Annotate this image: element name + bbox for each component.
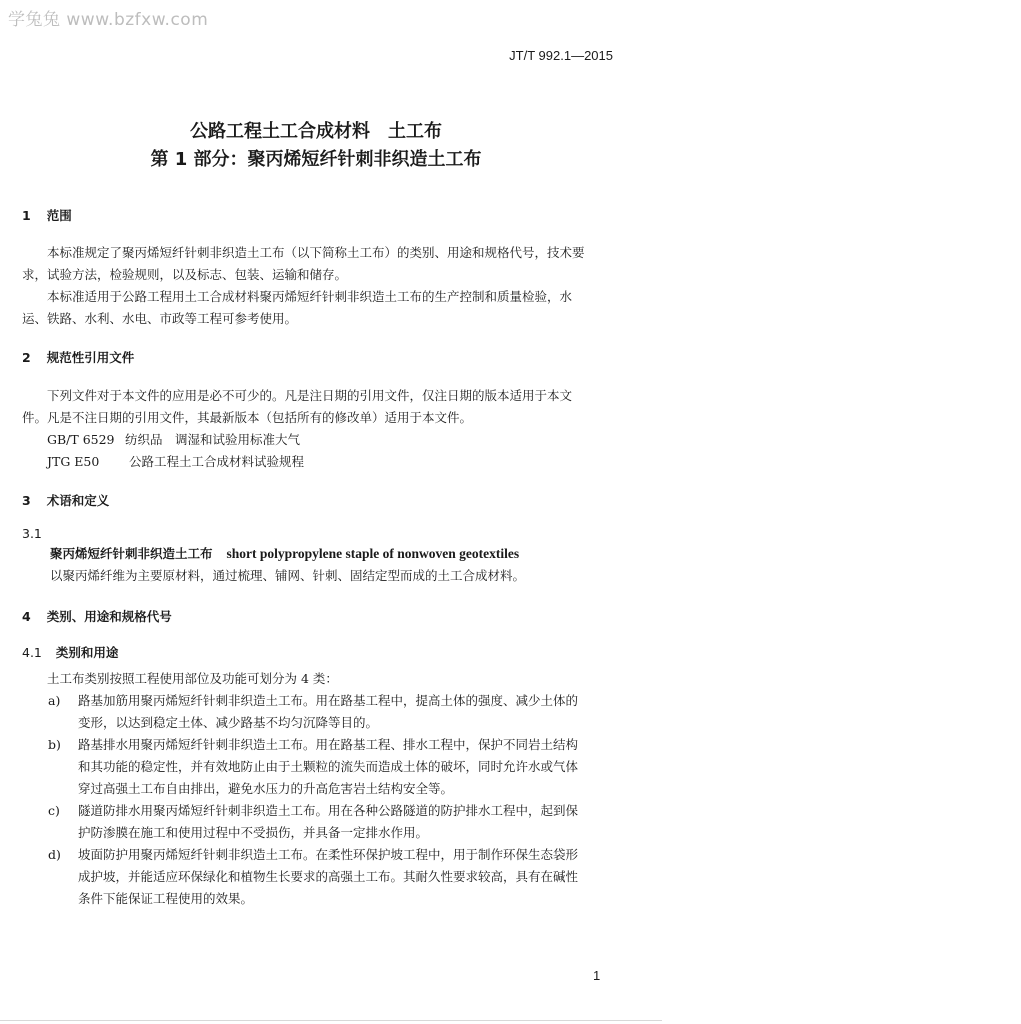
- subsection-number-3-1: 3.1: [22, 526, 42, 541]
- list-item-line: 护防渗膜在施工和使用过程中不受损伤，并具备一定排水作用。: [78, 825, 429, 840]
- list-item-line: 路基排水用聚丙烯短纤针刺非织造土工布。用在路基工程、排水工程中，保护不同岩土结构: [78, 737, 579, 752]
- reference-code: GB/T 6529: [47, 432, 115, 447]
- list-item-label: d): [48, 847, 61, 862]
- document-title-line-1: 公路工程土工合成材料 土工布: [190, 121, 442, 142]
- section-heading-4: [22, 607, 172, 625]
- document-title-line-2: 第 1 部分：聚丙烯短纤针刺非织造土工布: [150, 149, 482, 170]
- section-title: 术语和定义: [46, 493, 110, 508]
- term-english: short polypropylene staple of nonwoven geotextiles: [226, 546, 520, 561]
- subsection-number: 4.1: [22, 645, 42, 660]
- section-number: 2: [22, 350, 31, 365]
- section-number: 3: [22, 493, 31, 508]
- subsection-heading-4-1: [22, 643, 118, 661]
- list-item-line: 隧道防排水用聚丙烯短纤针刺非织造土工布。用在各种公路隧道的防护排水工程中，起到保: [78, 803, 579, 818]
- list-item-line: 路基加筋用聚丙烯短纤针刺非织造土工布。用在路基工程中，提高土体的强度、减少土体的: [78, 693, 579, 708]
- list-item-label: c): [48, 803, 60, 818]
- list-item-line: 条件下能保证工程使用的效果。: [78, 891, 254, 906]
- section-title: 范围: [46, 208, 72, 223]
- list-item-line: 和其功能的稳定性，并有效地防止由于土颗粒的流失而造成土体的破坏，同时允许水或气体: [78, 759, 579, 774]
- term-chinese: 聚丙烯短纤针刺非织造土工布: [50, 546, 213, 561]
- list-item-line: 穿过高强土工布自由排出，避免水压力的升高危害岩土结构安全等。: [78, 781, 454, 796]
- reference-title: 公路工程土工合成材料试验规程: [129, 454, 305, 469]
- list-item-line: 变形，以达到稳定土体、减少路基不均匀沉降等目的。: [78, 715, 379, 730]
- document-code: JT/T 992.1—2015: [509, 48, 613, 63]
- paragraph-line: 件。凡是不注日期的引用文件，其最新版本（包括所有的修改单）适用于本文件。: [22, 410, 473, 425]
- section-heading-1: [22, 206, 72, 224]
- list-item-label: a): [48, 693, 61, 708]
- paragraph-line: 本标准适用于公路工程用土工合成材料聚丙烯短纤针刺非织造土工布的生产控制和质量检验，水: [47, 289, 573, 304]
- paragraph-line: 本标准规定了聚丙烯短纤针刺非织造土工布（以下简称土工布）的类别、用途和规格代号，技术要: [47, 245, 585, 260]
- section-number: 4: [22, 609, 31, 624]
- page-number: 1: [593, 968, 601, 983]
- paragraph-line: 下列文件对于本文件的应用是必不可少的。凡是注日期的引用文件，仅注日期的版本适用于本文: [47, 388, 573, 403]
- normative-reference: [47, 429, 300, 451]
- normative-reference: [47, 451, 304, 473]
- list-item-line: 成护坡，并能适应环保绿化和植物生长要求的高强土工布。其耐久性要求较高，具有在碱性: [78, 869, 579, 884]
- paragraph-line: 土工布类别按照工程使用部位及功能可划分为 4 类：: [47, 671, 338, 686]
- section-heading-2: [22, 348, 134, 366]
- term-line: [50, 543, 519, 565]
- paragraph-line: 求，试验方法，检验规则，以及标志、包装、运输和储存。: [22, 267, 348, 282]
- watermark: 学兔兔 www.bzfxw.com: [8, 10, 209, 30]
- list-item-label: b): [48, 737, 61, 752]
- section-number: 1: [22, 208, 31, 223]
- subsection-title: 类别和用途: [55, 645, 119, 660]
- page-bottom-divider: [0, 1020, 662, 1021]
- paragraph-line: 运、铁路、水利、水电、市政等工程可参考使用。: [22, 311, 298, 326]
- section-title: 类别、用途和规格代号: [46, 609, 172, 624]
- list-item-line: 坡面防护用聚丙烯短纤针刺非织造土工布。在柔性环保护坡工程中，用于制作环保生态袋形: [78, 847, 579, 862]
- term-definition: 以聚丙烯纤维为主要原材料，通过梳理、铺网、针刺、固结定型而成的土工合成材料。: [50, 568, 526, 583]
- reference-code: JTG E50: [47, 454, 100, 469]
- section-heading-3: [22, 491, 109, 509]
- reference-title: 纺织品 调湿和试验用标准大气: [125, 432, 301, 447]
- section-title: 规范性引用文件: [46, 350, 135, 365]
